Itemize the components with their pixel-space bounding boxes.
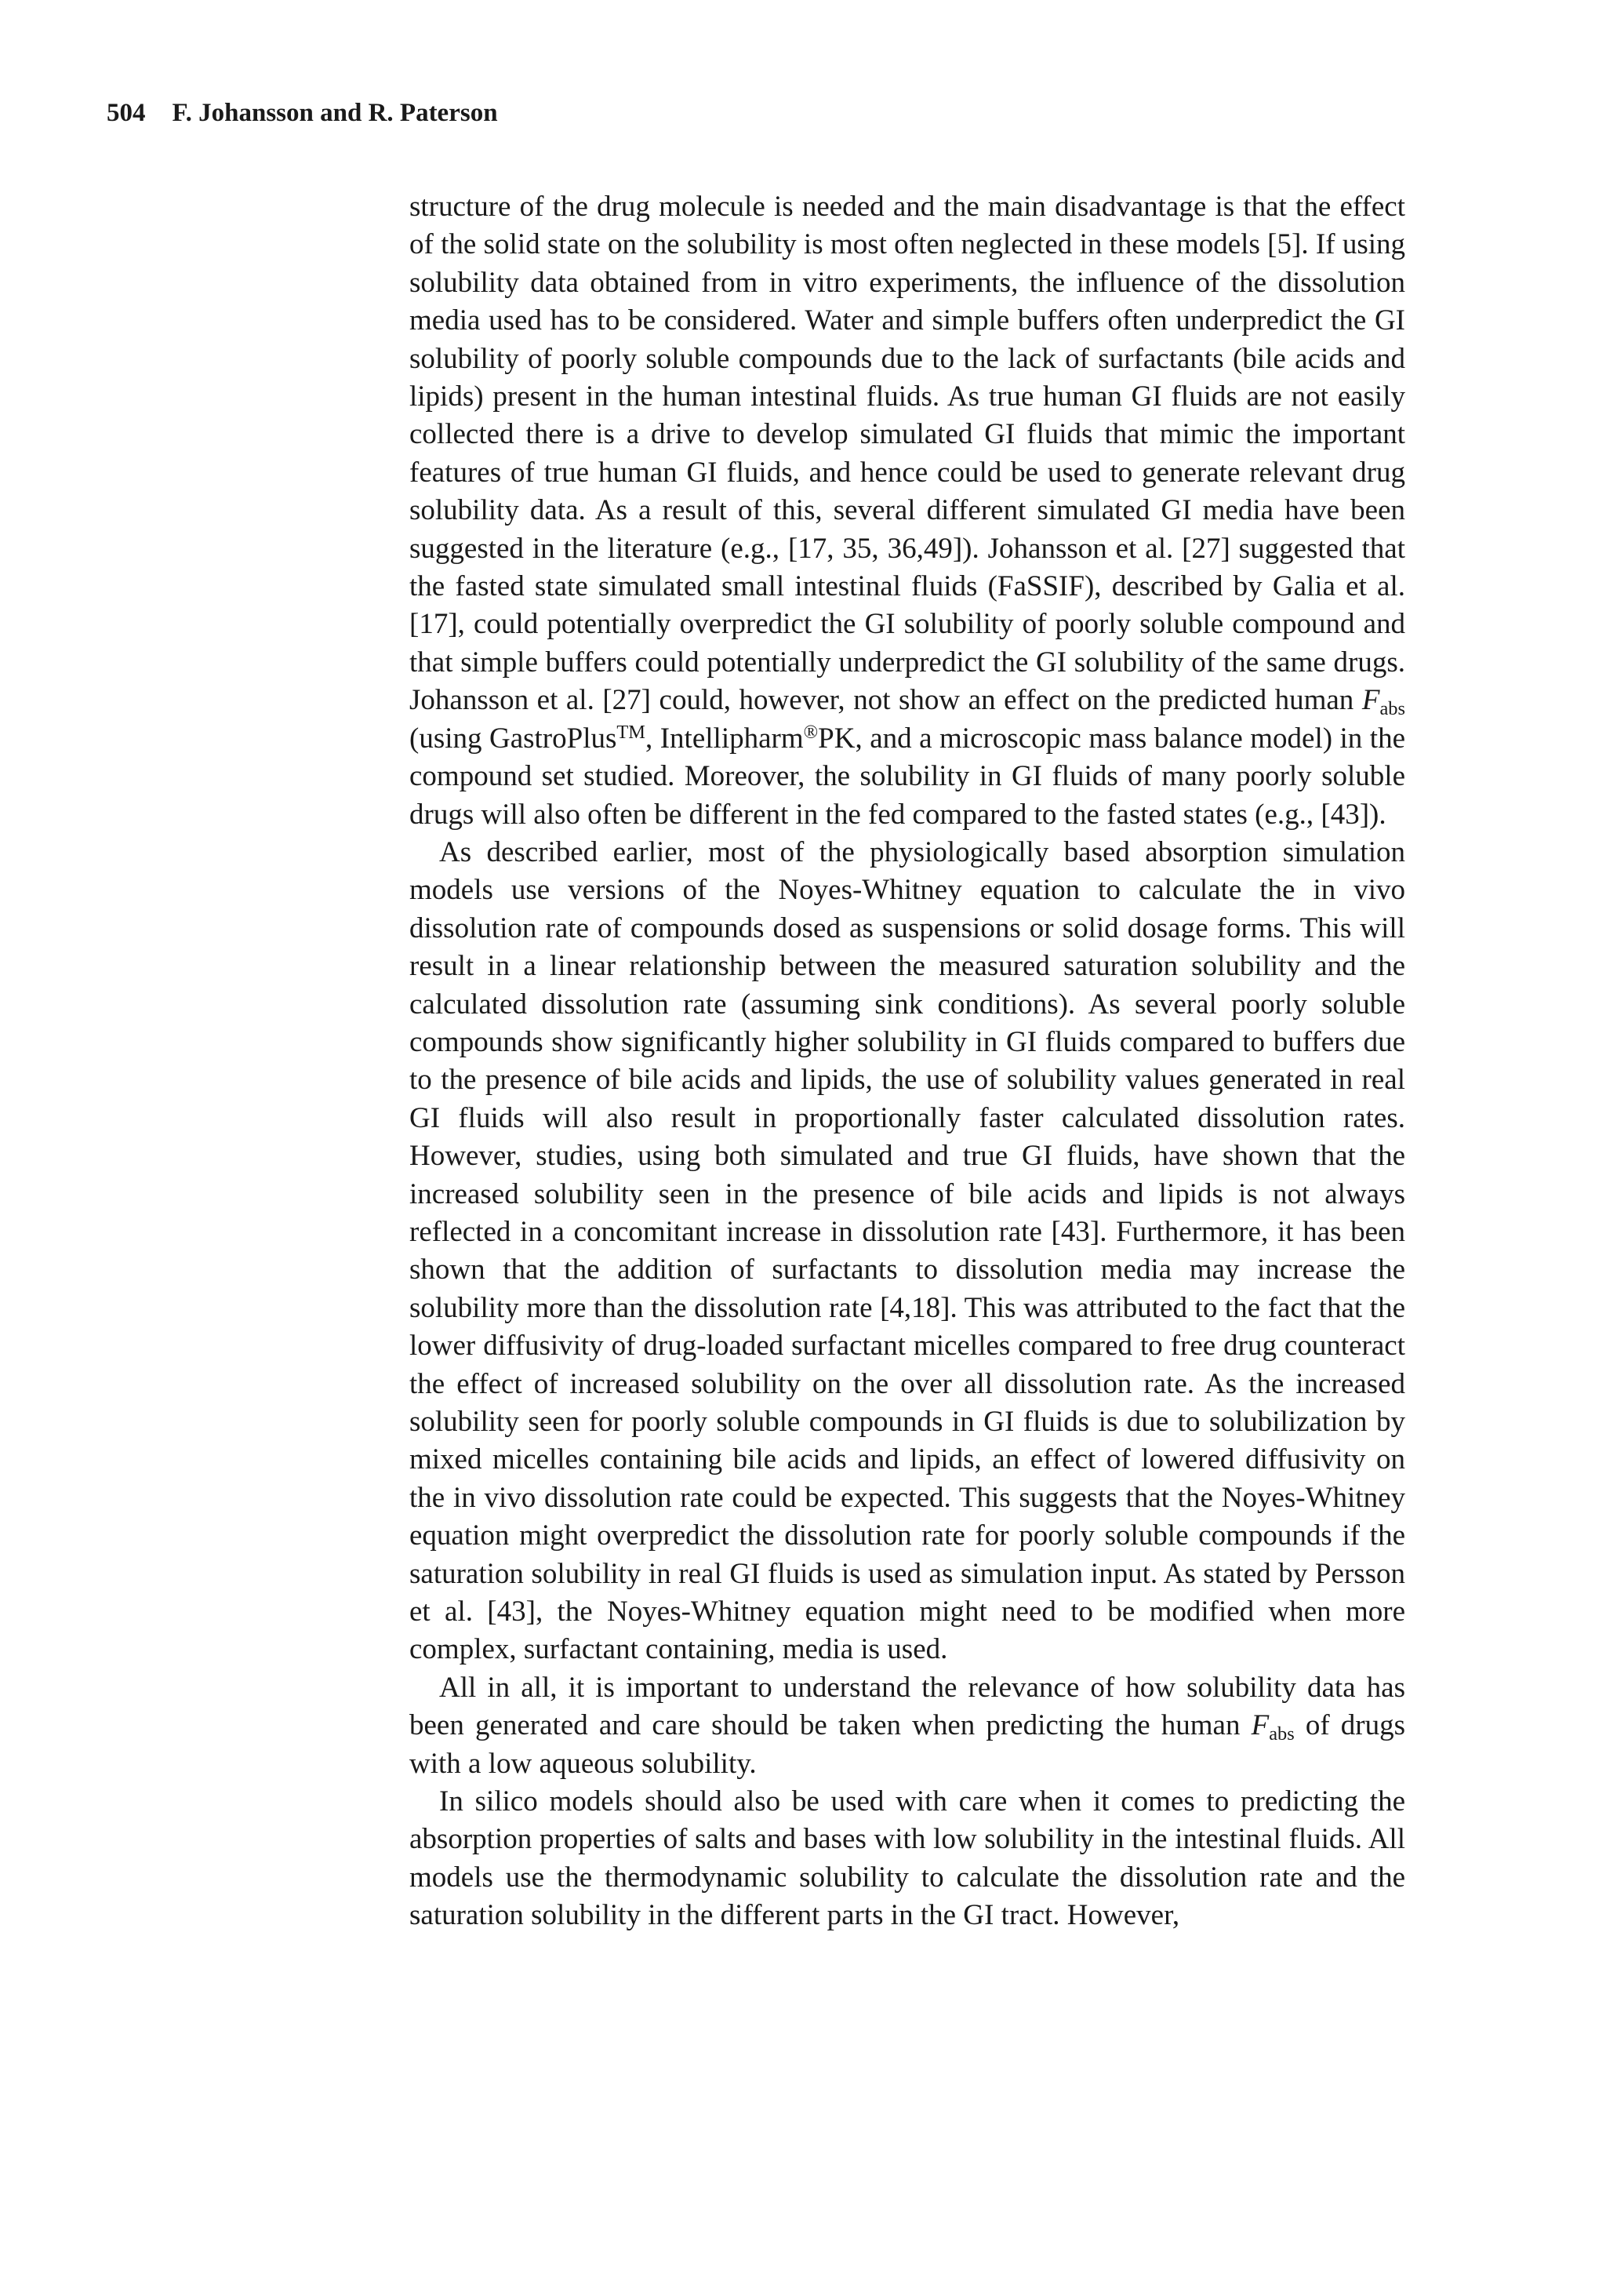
trademark-superscript: TM — [616, 721, 645, 743]
paragraph-3-text-b: of drugs with a low aqueous solubility. — [409, 1709, 1405, 1780]
page-number: 504 — [107, 99, 146, 127]
paragraph-1-text-d: PK, and a microscopic mass balance model) in the compound set studied. Moreover, the solubility in GI fluids of many poorly soluble drugs will also often be different in the fed compared to the fasted states (e.g., [43]). — [409, 722, 1405, 831]
f-abs-subscript: abs — [1269, 1723, 1295, 1745]
paragraph-1-text-b: (using GastroPlus — [409, 722, 617, 755]
paragraph-4: In silico models should also be used with care when it comes to predicting the absorption properties of salts and bases with low solubility in the intestinal fluids. All models use the thermodynamic solubility to calculate the dissolution rate and the saturation solubility in the different parts in the GI tract. However, — [409, 1785, 1405, 1932]
paragraph-2: As described earlier, most of the physiologically based absorption simulation models use versions of the Noyes-Whitney equation to calculate the in vivo dissolution rate of compounds dosed as suspensions or solid dosage forms. This will result in a linear relationship between the measured saturation solubility and the calculated dissolution rate (assuming sink conditions). As several poorly soluble compounds show significantly higher solubility in GI fluids compared to buffers due to the presence of bile acids and lipids, the use of solubility values generated in real GI fluids will also result in proportionally faster calculated dissolution rates. However, studies, using both simulated and true GI fluids, have shown that the increased solubility seen in the presence of bile acids and lipids is not always reflected in a concomitant increase in dissolution rate [43]. Furthermore, it has been shown that the addition of surfactants to dissolution media may increase the solubility more than the dissolution rate [4,18]. This was attributed to the fact that the lower diffusivity of drug-loaded surfactant micelles compared to free drug counteract the effect of increased solubility on the over all dissolution rate. As the increased solubility seen for poorly soluble compounds in GI fluids is due to solubilization by mixed micelles containing bile acids and lipids, an effect of lowered diffusivity on the in vivo dissolution rate could be expected. This suggests that the Noyes-Whitney equation might overpredict the dissolution rate for poorly soluble compounds if the saturation solubility in real GI fluids is used as simulation input. As stated by Persson et al. [43], the Noyes-Whitney equation might need to be modified when more complex, surfactant containing, media is used. — [409, 835, 1405, 1666]
f-abs-symbol: F — [1251, 1709, 1270, 1742]
registered-superscript: ® — [803, 721, 819, 743]
running-head — [107, 99, 498, 128]
running-head-authors: F. Johansson and R. Paterson — [172, 99, 498, 127]
paragraph-3-text-a: All in all, it is important to understand the relevance of how solubility data has been generated and care should be taken when predicting the human — [409, 1671, 1405, 1742]
body-text — [409, 188, 1405, 1935]
paragraph-1-text-a: structure of the drug molecule is needed and the main disadvantage is that the effect of the solid state on the solubility is most often neglected in these models [5]. If using solubility data obtained from in vitro experiments, the influence of the dissolution media used has to be considered. Water and simple buffers often underpredict the GI solubility of poorly soluble compounds due to the lack of surfactants (bile acids and lipids) present in the human intestinal fluids. As true human GI fluids are not easily collected there is a drive to develop simulated GI fluids that mimic the important features of true human GI fluids, and hence could be used to generate relevant drug solubility data. As a result of this, several different simulated GI media have been suggested in the literature (e.g., [17, 35, 36,49]). Johansson et al. [27] suggested that the fasted state simulated small intestinal fluids (FaSSIF), described by Galia et al. [17], could potentially overpredict the GI solubility of poorly soluble compound and that simple buffers could potentially underpredict the GI solubility of the same drugs. Johansson et al. [27] could, however, not show an effect on the predicted human — [409, 191, 1405, 717]
paragraph-3 — [409, 1669, 1405, 1783]
f-abs-symbol: F — [1361, 684, 1380, 717]
paragraph-1 — [409, 188, 1405, 834]
paragraph-1-text-c: , Intellipharm — [645, 722, 804, 755]
f-abs-subscript: abs — [1379, 698, 1405, 720]
